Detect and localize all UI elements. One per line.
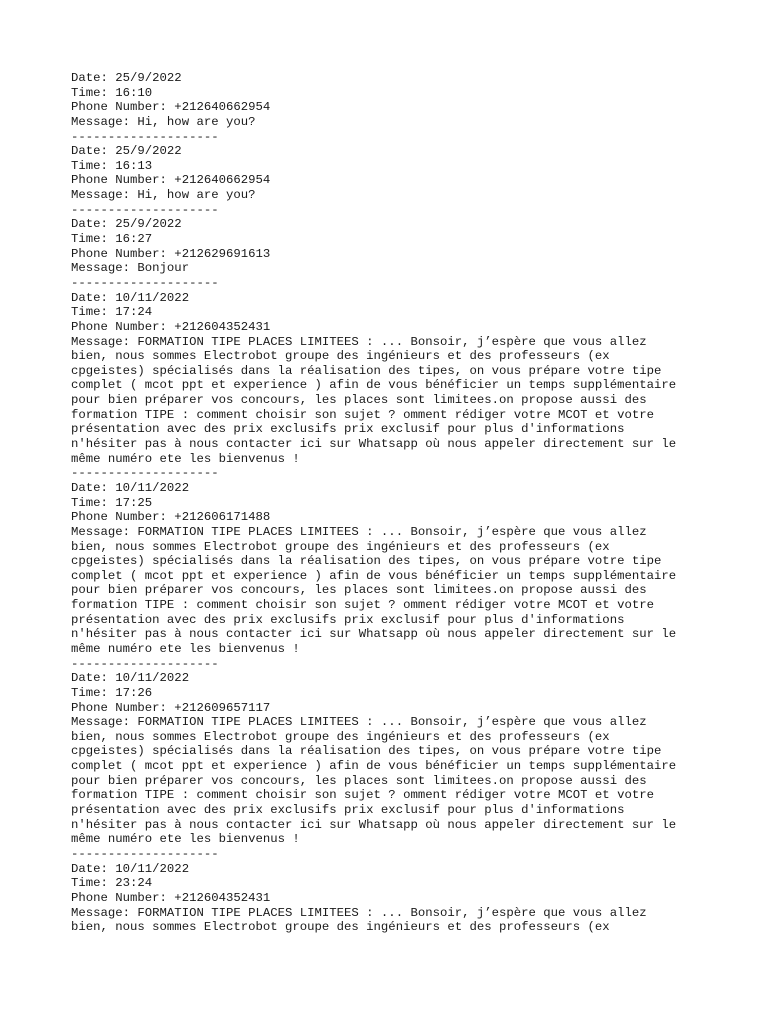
phone-number-line: Phone Number: +212640662954: [71, 100, 271, 115]
separator-line: --------------------: [71, 275, 219, 290]
time-line: Time: 23:24: [71, 876, 153, 891]
time-line: Time: 16:10: [71, 85, 153, 100]
date-line: Date: 10/11/2022: [71, 671, 190, 686]
date-line: Date: 25/9/2022: [71, 71, 182, 85]
message-text-line: formation TIPE : comment choisir son sujet ? omment rédiger votre MCOT et votre: [71, 788, 654, 803]
message-line: Message: Hi, how are you?: [71, 188, 256, 203]
message-line: Message: FORMATION TIPE PLACES LIMITEES : ... Bonsoir, j’espère que vous allez: [71, 524, 647, 539]
message-text-line: complet ( mcot ppt et experience ) afin de vous bénéficier un temps supplémentaire: [71, 759, 677, 774]
message-text-line: n'hésiter pas à nous contacter ici sur Whatsapp où nous appeler directement sur le: [71, 627, 677, 642]
phone-number-line: Phone Number: +212640662954: [71, 173, 271, 188]
message-line: Message: FORMATION TIPE PLACES LIMITEES : ... Bonsoir, j’espère que vous allez: [71, 715, 647, 730]
message-text-line: pour bien préparer vos concours, les places sont limitees.on propose aussi des: [71, 773, 647, 788]
date-line: Date: 10/11/2022: [71, 480, 190, 495]
date-line: Date: 25/9/2022: [71, 144, 182, 159]
message-text-line: n'hésiter pas à nous contacter ici sur Whatsapp où nous appeler directement sur le: [71, 817, 677, 832]
message-text-line: complet ( mcot ppt et experience ) afin de vous bénéficier un temps supplémentaire: [71, 568, 677, 583]
phone-number-line: Phone Number: +212604352431: [71, 319, 271, 334]
date-line: Date: 25/9/2022: [71, 217, 182, 232]
message-text-line: présentation avec des prix exclusifs prix exclusif pour plus d'informations: [71, 422, 625, 437]
message-text-line: n'hésiter pas à nous contacter ici sur Whatsapp où nous appeler directement sur le: [71, 437, 677, 452]
message-text-line: complet ( mcot ppt et experience ) afin de vous bénéficier un temps supplémentaire: [71, 378, 677, 393]
message-text-line: présentation avec des prix exclusifs prix exclusif pour plus d'informations: [71, 803, 625, 818]
message-text-line: cpgeistes) spécialisés dans la réalisation des tipes, on vous prépare votre tipe: [71, 363, 662, 378]
message-text-line: cpgeistes) spécialisés dans la réalisation des tipes, on vous prépare votre tipe: [71, 554, 662, 569]
message-text-line: même numéro ete les bienvenus !: [71, 832, 300, 847]
message-line: Message: FORMATION TIPE PLACES LIMITEES : ... Bonsoir, j’espère que vous allez: [71, 905, 647, 920]
message-line: Message: Hi, how are you?: [71, 114, 256, 129]
date-line: Date: 10/11/2022: [71, 290, 190, 305]
message-text-line: pour bien préparer vos concours, les places sont limitees.on propose aussi des: [71, 583, 647, 598]
message-text-line: même numéro ete les bienvenus !: [71, 451, 300, 466]
separator-line: --------------------: [71, 202, 219, 217]
time-line: Time: 16:27: [71, 232, 153, 247]
phone-number-line: Phone Number: +212606171488: [71, 510, 271, 525]
time-line: Time: 17:25: [71, 495, 153, 510]
message-text-line: formation TIPE : comment choisir son sujet ? omment rédiger votre MCOT et votre: [71, 598, 654, 613]
message-text-line: cpgeistes) spécialisés dans la réalisation des tipes, on vous prépare votre tipe: [71, 744, 662, 759]
time-line: Time: 17:24: [71, 305, 153, 320]
message-text-line: pour bien préparer vos concours, les places sont limitees.on propose aussi des: [71, 393, 647, 408]
separator-line: --------------------: [71, 466, 219, 481]
message-text-line: formation TIPE : comment choisir son sujet ? omment rédiger votre MCOT et votre: [71, 407, 654, 422]
message-line: Message: Bonjour: [71, 261, 190, 276]
separator-line: --------------------: [71, 846, 219, 861]
message-line: Message: FORMATION TIPE PLACES LIMITEES : ... Bonsoir, j’espère que vous allez: [71, 334, 647, 349]
message-text-line: bien, nous sommes Electrobot groupe des ingénieurs et des professeurs (ex: [71, 729, 610, 744]
message-text-line: bien, nous sommes Electrobot groupe des ingénieurs et des professeurs (ex: [71, 920, 610, 935]
separator-line: --------------------: [71, 656, 219, 671]
message-text-line: bien, nous sommes Electrobot groupe des ingénieurs et des professeurs (ex: [71, 539, 610, 554]
time-line: Time: 16:13: [71, 158, 153, 173]
phone-number-line: Phone Number: +212629691613: [71, 246, 271, 261]
message-log: [71, 71, 751, 935]
time-line: Time: 17:26: [71, 685, 153, 700]
phone-number-line: Phone Number: +212604352431: [71, 890, 271, 905]
message-text-line: même numéro ete les bienvenus !: [71, 641, 300, 656]
message-text-line: présentation avec des prix exclusifs prix exclusif pour plus d'informations: [71, 612, 625, 627]
phone-number-line: Phone Number: +212609657117: [71, 700, 271, 715]
message-text-line: bien, nous sommes Electrobot groupe des ingénieurs et des professeurs (ex: [71, 349, 610, 364]
date-line: Date: 10/11/2022: [71, 861, 190, 876]
separator-line: --------------------: [71, 129, 219, 144]
